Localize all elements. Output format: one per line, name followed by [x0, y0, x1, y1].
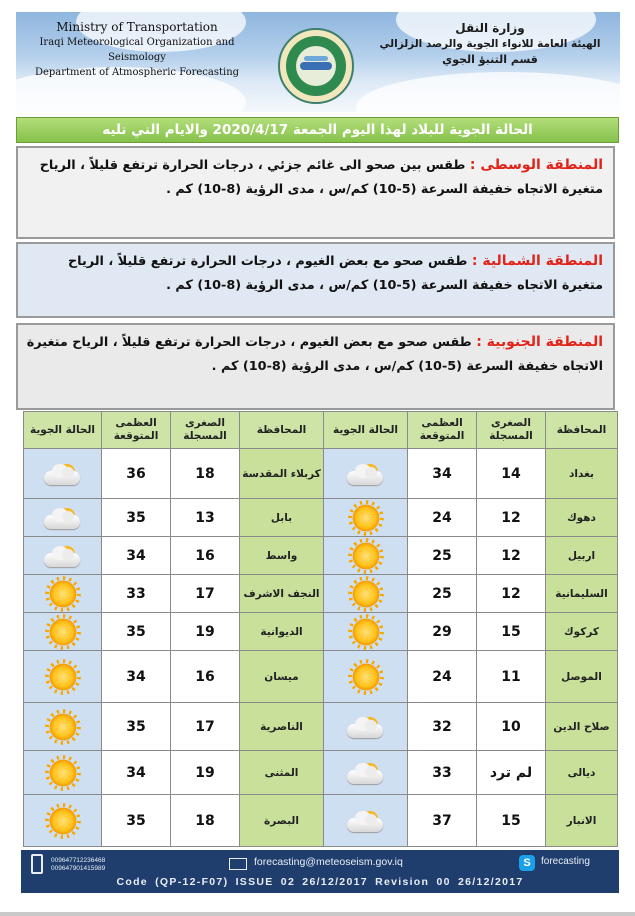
governorate-cell: السليمانية [546, 575, 618, 613]
min-temp-cell: 12 [477, 575, 546, 613]
arabic-header [370, 20, 610, 68]
weather-cell [324, 651, 408, 703]
weather-cell [24, 751, 102, 795]
max-temp-cell: 35 [102, 703, 171, 751]
weather-cell [24, 651, 102, 703]
table-row [24, 751, 618, 795]
governorate-cell: المثنى [240, 751, 324, 795]
header-governorate: المحافظة [240, 412, 324, 449]
max-temp-cell: 34 [102, 651, 171, 703]
region-text: طقس صحو مع بعض الغيوم ، درجات الحرارة ترتفع قليلاً ، الرياح متغيرة الاتجاه خفيفة السرعة (5-10) كم/س ، مدى الرؤية (8-10) كم . [67, 254, 603, 293]
min-temp-cell: 19 [171, 751, 240, 795]
max-temp-cell: 36 [102, 449, 171, 499]
weather-cell [24, 575, 102, 613]
weather-cell [324, 575, 408, 613]
region-name: المنطقة الجنوبية : [476, 334, 603, 350]
ministry-name-en: Ministry of Transportation [56, 20, 218, 34]
header-banner [16, 12, 620, 112]
governorate-cell: صلاح الدين [546, 703, 618, 751]
english-header [22, 20, 252, 80]
header-governorate: المحافظة [546, 412, 618, 449]
header-min: الصغرى المسجلة [477, 412, 546, 449]
min-temp-cell: 18 [171, 795, 240, 847]
weather-cell [324, 703, 408, 751]
table-row [24, 703, 618, 751]
department-name-en: Department of Atmospheric Forecasting [34, 67, 240, 78]
temperature-table [23, 411, 618, 847]
min-temp-cell: 13 [171, 499, 240, 537]
phone-icon [31, 854, 43, 874]
governorate-cell: كربلاء المقدسة [240, 449, 324, 499]
min-temp-cell: 17 [171, 703, 240, 751]
weather-cell [324, 537, 408, 575]
max-temp-cell: 34 [102, 751, 171, 795]
document-code: Code (QP-12-F07) ISSUE 02 26/12/2017 Revision 00 26/12/2017 [116, 876, 524, 888]
max-temp-cell: 33 [102, 575, 171, 613]
mail-icon [229, 858, 247, 870]
header-max: العظمى المتوقعة [408, 412, 477, 449]
min-temp-cell: 10 [477, 703, 546, 751]
weather-cell [24, 703, 102, 751]
table-row [24, 499, 618, 537]
sun-icon [345, 579, 387, 609]
weather-cell [324, 499, 408, 537]
governorate-cell: دهوك [546, 499, 618, 537]
phone-number: 009647712236468 [51, 857, 106, 864]
region-south [16, 323, 615, 410]
governorate-cell: اربيل [546, 537, 618, 575]
weather-cell [324, 751, 408, 795]
governorate-cell: بابل [240, 499, 324, 537]
header-min: الصغرى المسجلة [171, 412, 240, 449]
max-temp-cell: 24 [408, 651, 477, 703]
partly-cloudy-icon [345, 806, 387, 836]
max-temp-cell: 33 [408, 751, 477, 795]
weather-cell [24, 537, 102, 575]
weather-cell [24, 613, 102, 651]
governorate-cell: النجف الاشرف [240, 575, 324, 613]
min-temp-cell: 17 [171, 575, 240, 613]
weather-cell [24, 449, 102, 499]
sun-icon [345, 617, 387, 647]
governorate-cell: الديوانية [240, 613, 324, 651]
governorate-cell: ميسان [240, 651, 324, 703]
sun-icon [42, 758, 84, 788]
table-row [24, 449, 618, 499]
partly-cloudy-icon [42, 541, 84, 571]
organization-name-en: Iraqi Meteorological Organization and Seismology [39, 37, 235, 63]
sun-icon [42, 806, 84, 836]
region-text: طقس صحو مع بعض الغيوم ، درجات الحرارة ترتفع قليلاً ، الرياح متغيرة الاتجاه خفيفة السرعة (5-10) كم/س ، مدى الرؤية (8-10) كم . [26, 335, 603, 374]
governorate-cell: الموصل [546, 651, 618, 703]
min-temp-cell: لم ترد [477, 751, 546, 795]
min-temp-cell: 15 [477, 613, 546, 651]
max-temp-cell: 32 [408, 703, 477, 751]
email-link[interactable]: forecasting@meteoseism.gov.iq [254, 856, 403, 868]
max-temp-cell: 34 [408, 449, 477, 499]
region-text: طقس بين صحو الى غائم جزئي ، درجات الحرارة ترتفع قليلاً ، الرياح متغيرة الاتجاه خفيفة السرعة (5-10) كم/س ، مدى الرؤية (8-10) كم . [39, 158, 603, 197]
min-temp-cell: 16 [171, 537, 240, 575]
bottom-rule [0, 912, 635, 916]
min-temp-cell: 14 [477, 449, 546, 499]
partly-cloudy-icon [345, 712, 387, 742]
max-temp-cell: 25 [408, 537, 477, 575]
governorate-cell: الناصرية [240, 703, 324, 751]
sun-icon [42, 579, 84, 609]
sun-icon [345, 541, 387, 571]
region-name: المنطقة الوسطى : [469, 157, 603, 173]
max-temp-cell: 24 [408, 499, 477, 537]
phone-numbers [51, 857, 105, 873]
weather-cell [324, 613, 408, 651]
partly-cloudy-icon [42, 503, 84, 533]
governorate-cell: كركوك [546, 613, 618, 651]
max-temp-cell: 35 [102, 795, 171, 847]
max-temp-cell: 35 [102, 613, 171, 651]
governorate-cell: واسط [240, 537, 324, 575]
organization-logo [278, 28, 354, 104]
min-temp-cell: 16 [171, 651, 240, 703]
governorate-cell: البصرة [240, 795, 324, 847]
sun-icon [345, 662, 387, 692]
region-central [16, 146, 615, 239]
governorate-cell: بغداد [546, 449, 618, 499]
ministry-name-ar: وزارة النقل [455, 21, 525, 35]
skype-handle[interactable]: forecasting [541, 856, 590, 867]
sun-icon [345, 503, 387, 533]
min-temp-cell: 19 [171, 613, 240, 651]
table-row [24, 575, 618, 613]
table-row [24, 651, 618, 703]
partly-cloudy-icon [345, 459, 387, 489]
sun-icon [42, 662, 84, 692]
header-max: العظمى المتوقعة [102, 412, 171, 449]
table-row [24, 537, 618, 575]
partly-cloudy-icon [42, 459, 84, 489]
department-name-ar: قسم التنبؤ الجوي [442, 53, 538, 66]
max-temp-cell: 37 [408, 795, 477, 847]
header-weather: الحالة الجوية [24, 412, 102, 449]
governorate-cell: الانبار [546, 795, 618, 847]
max-temp-cell: 25 [408, 575, 477, 613]
min-temp-cell: 12 [477, 537, 546, 575]
min-temp-cell: 11 [477, 651, 546, 703]
organization-name-ar: الهيئة العامة للانواء الجوية والرصد الزلزالي [379, 38, 601, 50]
partly-cloudy-icon [345, 758, 387, 788]
governorate-cell: ديالى [546, 751, 618, 795]
region-north [16, 242, 615, 318]
region-name: المنطقة الشمالية : [471, 253, 603, 269]
phone-number: 009647901415989 [51, 865, 106, 872]
sun-icon [42, 617, 84, 647]
table-row [24, 795, 618, 847]
table-header-row [24, 412, 618, 449]
footer [21, 850, 619, 893]
weather-cell [324, 449, 408, 499]
max-temp-cell: 35 [102, 499, 171, 537]
max-temp-cell: 29 [408, 613, 477, 651]
min-temp-cell: 12 [477, 499, 546, 537]
skype-icon: S [519, 855, 535, 871]
weather-cell [24, 795, 102, 847]
forecast-title: الحالة الجوية للبلاد لهذا اليوم الجمعة 2020/4/17 والايام التي تليه [16, 117, 619, 143]
header-weather: الحالة الجوية [324, 412, 408, 449]
weather-cell [24, 499, 102, 537]
min-temp-cell: 18 [171, 449, 240, 499]
sun-icon [42, 712, 84, 742]
table-row [24, 613, 618, 651]
weather-cell [324, 795, 408, 847]
min-temp-cell: 15 [477, 795, 546, 847]
max-temp-cell: 34 [102, 537, 171, 575]
